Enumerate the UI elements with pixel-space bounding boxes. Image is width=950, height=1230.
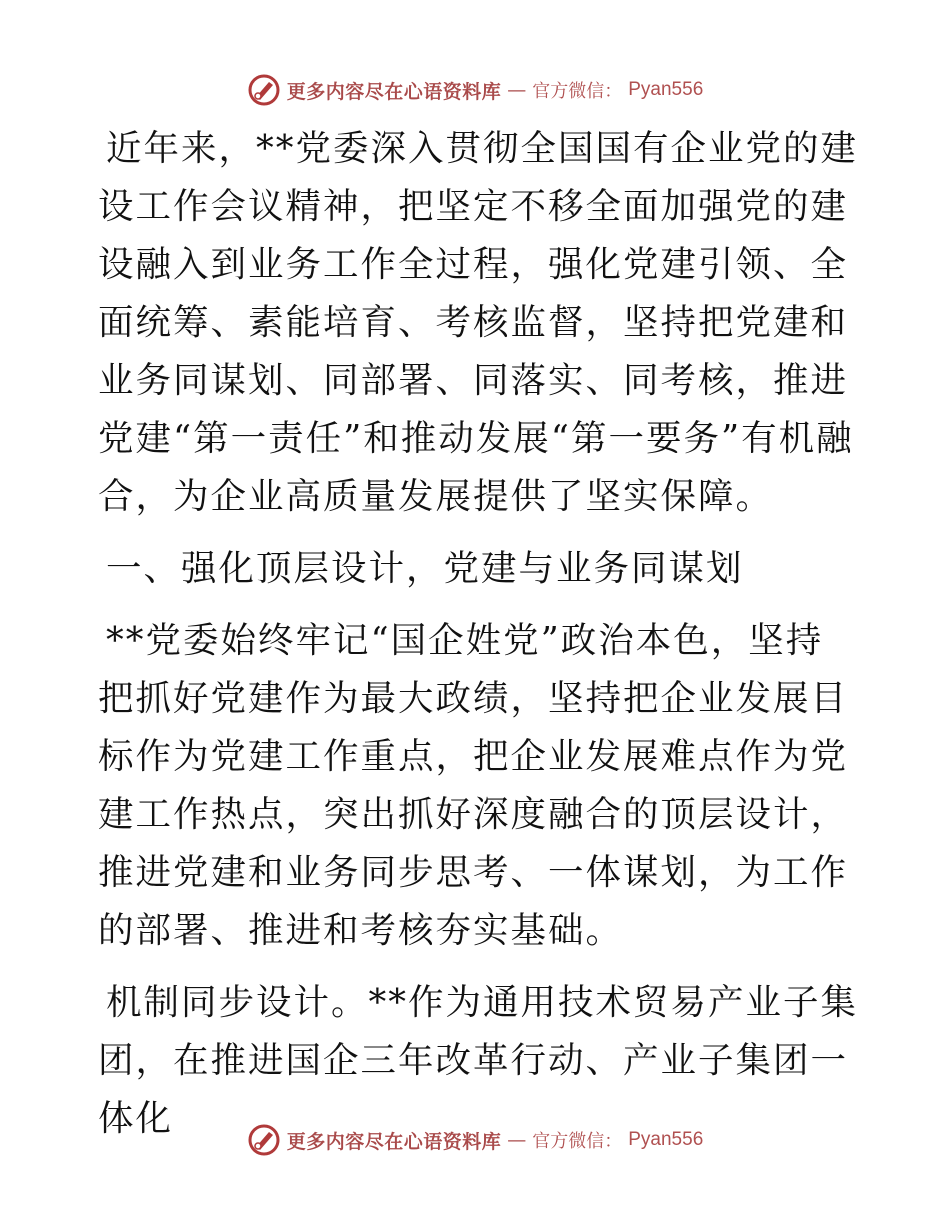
watermark-id: Pyan556 [628, 1129, 704, 1150]
watermark-label: 官方微信： [532, 81, 623, 102]
header-watermark [0, 72, 950, 108]
watermark-separator: — [507, 1129, 527, 1151]
watermark-text: 更多内容尽在心语资料库 [286, 1130, 502, 1153]
paragraph-intro: 近年来，**党委深入贯彻全国国有企业党的建设工作会议精神，把坚定不移全面加强党的建设融入到业务工作全过程，强化党建引领、全面统筹、素能培育、考核监督，坚持把党建和业务同谋划、同部署、同落实、同考核，推进党建“第一责任”和推动发展“第一要务”有机融合，为企业高质量发展提供了坚实保障。 [98, 128, 859, 517]
document-body [98, 120, 858, 1148]
paragraph-mechanism: 机制同步设计。**作为通用技术贸易产业子集团，在推进国企三年改革行动、产业子集团一体化 [98, 982, 859, 1139]
section-heading: 一、强化顶层设计，党建与业务同谋划 [106, 548, 744, 589]
watermark-id: Pyan556 [628, 79, 704, 100]
watermark-label: 官方微信： [532, 1131, 623, 1152]
logo-icon [247, 73, 281, 107]
watermark-separator: — [507, 79, 527, 101]
watermark-text: 更多内容尽在心语资料库 [286, 80, 502, 103]
paragraph-section-1: **党委始终牢记“国企姓党”政治本色，坚持把抓好党建作为最大政绩，坚持把企业发展目标作为党建工作重点，把企业发展难点作为党建工作热点，突出抓好深度融合的顶层设计，推进党建和业务同步思考、一体谋划，为工作的部署、推进和考核夯实基础。 [98, 620, 849, 951]
footer-watermark [0, 1122, 950, 1158]
logo-icon [247, 1123, 281, 1157]
